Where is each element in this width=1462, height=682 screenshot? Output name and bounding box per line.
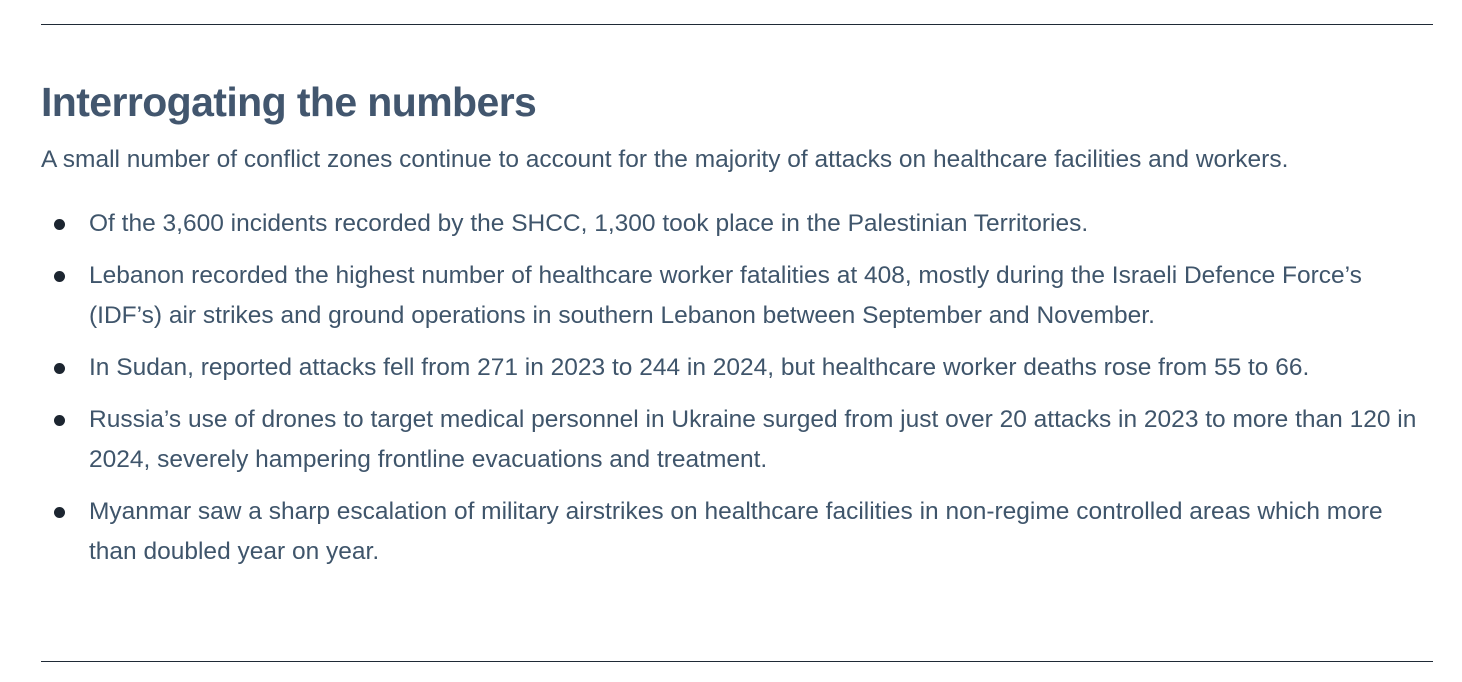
- bullet-icon: [54, 219, 65, 230]
- list-item: [41, 348, 1436, 388]
- bullet-icon: [54, 363, 65, 374]
- bullet-icon: [54, 507, 65, 518]
- bullet-icon: [54, 415, 65, 426]
- section-intro: A small number of conflict zones continue to account for the majority of attacks on healthcare facilities and workers.: [41, 146, 1289, 173]
- list-item-text: Of the 3,600 incidents recorded by the SHCC, 1,300 took place in the Palestinian Territories.: [89, 210, 1089, 237]
- list-item-text: Russia’s use of drones to target medical personnel in Ukraine surged from just over 20 attacks in 2023 to more than 120 in 2024, severely hampering frontline evacuations and treatment.: [89, 406, 1417, 473]
- list-item: [41, 204, 1436, 244]
- list-item: [41, 400, 1436, 480]
- bottom-divider: [41, 661, 1433, 662]
- list-item-text: Myanmar saw a sharp escalation of military airstrikes on healthcare facilities in non-regime controlled areas which more than doubled year on year.: [89, 498, 1383, 565]
- bullet-icon: [54, 271, 65, 282]
- section-title: Interrogating the numbers: [41, 79, 537, 125]
- article-section: [41, 76, 1436, 584]
- findings-list: [41, 204, 1436, 572]
- list-item-text: Lebanon recorded the highest number of healthcare worker fatalities at 408, mostly during the Israeli Defence Force’s (IDF’s) air strikes and ground operations in southern Lebanon between September and November.: [89, 262, 1362, 329]
- list-item: [41, 492, 1436, 572]
- list-item-text: In Sudan, reported attacks fell from 271 in 2023 to 244 in 2024, but healthcare worker deaths rose from 55 to 66.: [89, 354, 1310, 381]
- list-item: [41, 256, 1436, 336]
- top-divider: [41, 24, 1433, 25]
